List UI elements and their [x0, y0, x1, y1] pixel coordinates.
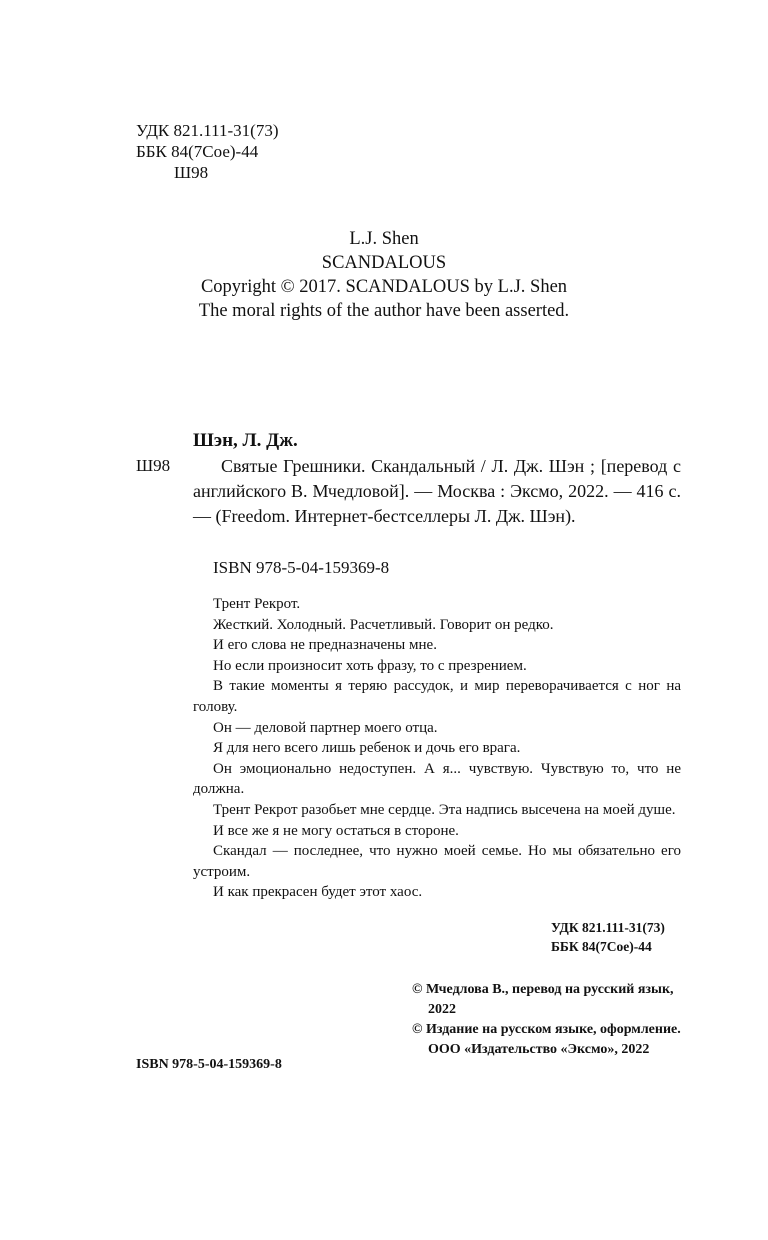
annotation-line: Трент Рекрот разобьет мне сердце. Эта надпись высечена на моей душе.	[213, 801, 676, 818]
author-heading: Шэн, Л. Дж.	[193, 430, 298, 451]
annotation-line: И его слова не предназначены мне.	[213, 637, 437, 654]
annotation-line: Но если произносит хоть фразу, то с презрением.	[213, 657, 527, 674]
copyright-notices	[412, 980, 692, 1060]
annotation-line: И как прекрасен будет этот хаос.	[213, 884, 423, 901]
footer-udk: УДК 821.111-31(73)	[551, 920, 665, 935]
annotation-line: Жесткий. Холодный. Расчетливый. Говорит он редко.	[213, 616, 554, 633]
classification-codes	[136, 120, 278, 183]
annotation-line: И все же я не могу остаться в стороне.	[213, 822, 459, 839]
moral-rights: The moral rights of the author have been asserted.	[198, 301, 570, 321]
original-edition-info	[0, 227, 768, 323]
translation-copyright: © Мчедлова В., перевод на русский язык, 2022	[412, 982, 674, 1017]
isbn-footer: ISBN 978-5-04-159369-8	[136, 1057, 282, 1072]
annotation-line: Он — деловой партнер моего отца.	[213, 719, 438, 736]
original-copyright: Copyright © 2017. SCANDALOUS by L.J. Shen	[200, 277, 568, 297]
bibliographic-description	[193, 454, 681, 529]
author-mark-left: Ш98	[136, 456, 171, 475]
footer-classification	[551, 918, 665, 956]
annotation-line: Я для него всего лишь ребенок и дочь его врага.	[213, 740, 521, 757]
udk-code: УДК 821.111-31(73)	[136, 121, 279, 140]
footer-bbk: ББК 84(7Сое)-44	[551, 939, 652, 954]
annotation	[193, 594, 681, 903]
original-title: SCANDALOUS	[321, 253, 447, 273]
bbk-code: ББК 84(7Сое)-44	[136, 142, 259, 161]
annotation-line: Скандал — последнее, что нужно моей семье. Но мы обязательно его устроим.	[193, 843, 681, 880]
annotation-line: Он эмоционально недоступен. А я... чувствую. Чувствую то, что не должна.	[193, 760, 681, 798]
annotation-line: Трент Рекрот.	[213, 596, 301, 612]
isbn-main: ISBN 978-5-04-159369-8	[213, 558, 390, 577]
author-mark: Ш98	[174, 163, 209, 182]
publisher-copyright: © Издание на русском языке, оформление. ООО «Издательство «Эксмо», 2022	[412, 1022, 681, 1057]
description-text: Святые Грешники. Скандальный / Л. Дж. Шэн ; [перевод с английского В. Мчедловой]. — Москва : Эксмо, 2022. — 416 с. — (Freedom. Интернет-бестселлеры Л. Дж. Шэн).	[193, 456, 681, 526]
annotation-line: В такие моменты я теряю рассудок, и мир переворачивается с ног на голову.	[193, 678, 681, 715]
original-author: L.J. Shen	[349, 229, 419, 249]
